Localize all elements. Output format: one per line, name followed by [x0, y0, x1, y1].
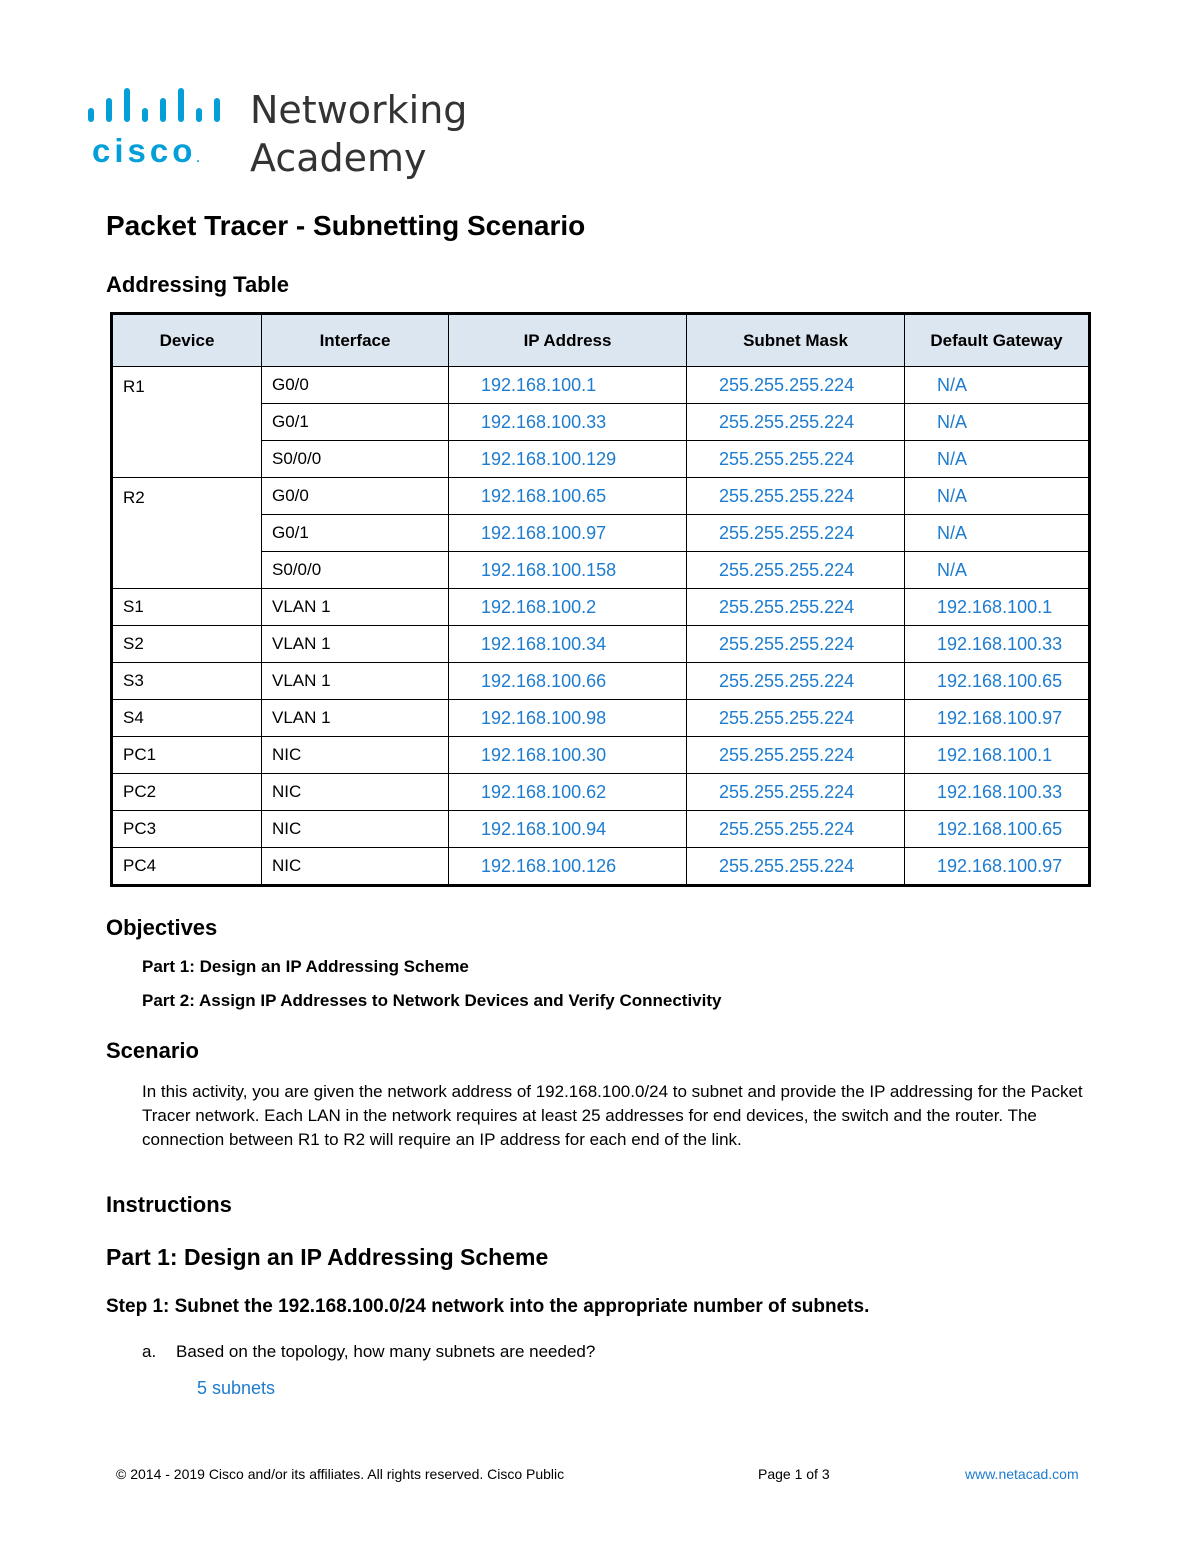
gateway-cell: 192.168.100.33	[905, 774, 1090, 811]
question-a	[142, 1342, 595, 1362]
interface-cell: G0/0	[262, 367, 449, 404]
ip-cell: 192.168.100.2	[449, 589, 687, 626]
device-cell: PC2	[112, 774, 262, 811]
interface-cell: G0/0	[262, 478, 449, 515]
interface-cell: NIC	[262, 848, 449, 886]
device-cell: R1	[112, 367, 262, 478]
gateway-cell: N/A	[905, 552, 1090, 589]
cisco-wordmark: cisco.	[92, 132, 200, 169]
table-row	[112, 589, 1090, 626]
table-row	[112, 737, 1090, 774]
table-row	[112, 478, 1090, 515]
interface-cell: NIC	[262, 737, 449, 774]
device-cell: S2	[112, 626, 262, 663]
mask-cell: 255.255.255.224	[687, 367, 905, 404]
interface-cell: G0/1	[262, 515, 449, 552]
step1-heading: Step 1: Subnet the 192.168.100.0/24 network into the appropriate number of subnets.	[106, 1296, 870, 1317]
mask-cell: 255.255.255.224	[687, 700, 905, 737]
objective-part2: Part 2: Assign IP Addresses to Network Devices and Verify Connectivity	[142, 991, 722, 1010]
cisco-networking-academy-logo	[86, 86, 486, 186]
device-cell: R2	[112, 478, 262, 589]
footer-page-number: Page 1 of 3	[758, 1466, 830, 1482]
gateway-cell: 192.168.100.97	[905, 848, 1090, 886]
gateway-cell: 192.168.100.65	[905, 663, 1090, 700]
device-cell: S1	[112, 589, 262, 626]
table-row	[112, 811, 1090, 848]
gateway-cell: N/A	[905, 441, 1090, 478]
interface-cell: VLAN 1	[262, 626, 449, 663]
ip-cell: 192.168.100.158	[449, 552, 687, 589]
gateway-cell: 192.168.100.1	[905, 737, 1090, 774]
column-header-ip-address: IP Address	[449, 314, 687, 367]
ip-cell: 192.168.100.1	[449, 367, 687, 404]
mask-cell: 255.255.255.224	[687, 663, 905, 700]
column-header-default-gateway: Default Gateway	[905, 314, 1090, 367]
addressing-table-heading: Addressing Table	[106, 272, 289, 297]
table-row	[112, 663, 1090, 700]
device-cell: S3	[112, 663, 262, 700]
ip-cell: 192.168.100.34	[449, 626, 687, 663]
device-cell: PC1	[112, 737, 262, 774]
cisco-bars-icon	[86, 86, 246, 132]
gateway-cell: 192.168.100.33	[905, 626, 1090, 663]
mask-cell: 255.255.255.224	[687, 811, 905, 848]
mask-cell: 255.255.255.224	[687, 552, 905, 589]
scenario-heading: Scenario	[106, 1038, 199, 1063]
gateway-cell: N/A	[905, 515, 1090, 552]
table-row	[112, 700, 1090, 737]
objectives-heading: Objectives	[106, 915, 218, 940]
ip-cell: 192.168.100.97	[449, 515, 687, 552]
ip-cell: 192.168.100.129	[449, 441, 687, 478]
ip-cell: 192.168.100.94	[449, 811, 687, 848]
ip-cell: 192.168.100.66	[449, 663, 687, 700]
ip-cell: 192.168.100.30	[449, 737, 687, 774]
table-row	[112, 367, 1090, 404]
table-row	[112, 848, 1090, 886]
interface-cell: VLAN 1	[262, 589, 449, 626]
device-cell: S4	[112, 700, 262, 737]
mask-cell: 255.255.255.224	[687, 774, 905, 811]
mask-cell: 255.255.255.224	[687, 441, 905, 478]
ip-cell: 192.168.100.33	[449, 404, 687, 441]
answer-text: 5 subnets	[197, 1378, 276, 1398]
instructions-heading: Instructions	[106, 1192, 232, 1217]
ip-cell: 192.168.100.98	[449, 700, 687, 737]
question-text: Based on the topology, how many subnets are needed?	[176, 1342, 596, 1361]
interface-cell: G0/1	[262, 404, 449, 441]
mask-cell: 255.255.255.224	[687, 589, 905, 626]
networking-academy-wordmark: Networking Academy	[250, 88, 468, 180]
footer-link[interactable]: www.netacad.com	[965, 1466, 1079, 1482]
interface-cell: S0/0/0	[262, 552, 449, 589]
ip-cell: 192.168.100.62	[449, 774, 687, 811]
mask-cell: 255.255.255.224	[687, 626, 905, 663]
interface-cell: NIC	[262, 774, 449, 811]
device-cell: PC3	[112, 811, 262, 848]
scenario-text: In this activity, you are given the network address of 192.168.100.0/24 to subnet and provide the IP addressing for the Packet Tracer network. Each LAN in the network requires at least 25 addresses for end devices, the switch and the router. The connection between R1 to R2 will require an IP address for each end of the link.	[142, 1082, 1083, 1149]
interface-cell: S0/0/0	[262, 441, 449, 478]
mask-cell: 255.255.255.224	[687, 478, 905, 515]
gateway-cell: 192.168.100.65	[905, 811, 1090, 848]
column-header-device: Device	[112, 314, 262, 367]
addressing-table	[110, 312, 1091, 887]
question-label: a.	[142, 1342, 157, 1361]
table-header-row	[112, 314, 1090, 367]
mask-cell: 255.255.255.224	[687, 515, 905, 552]
table-row	[112, 626, 1090, 663]
objective-part1: Part 1: Design an IP Addressing Scheme	[142, 957, 469, 976]
part1-heading: Part 1: Design an IP Addressing Scheme	[106, 1244, 549, 1270]
interface-cell: NIC	[262, 811, 449, 848]
gateway-cell: 192.168.100.1	[905, 589, 1090, 626]
ip-cell: 192.168.100.126	[449, 848, 687, 886]
column-header-interface: Interface	[262, 314, 449, 367]
gateway-cell: N/A	[905, 367, 1090, 404]
column-header-subnet-mask: Subnet Mask	[687, 314, 905, 367]
device-cell: PC4	[112, 848, 262, 886]
footer-copyright: © 2014 - 2019 Cisco and/or its affiliates. All rights reserved. Cisco Public	[116, 1466, 565, 1482]
mask-cell: 255.255.255.224	[687, 404, 905, 441]
mask-cell: 255.255.255.224	[687, 737, 905, 774]
document-title: Packet Tracer - Subnetting Scenario	[106, 210, 586, 241]
ip-cell: 192.168.100.65	[449, 478, 687, 515]
interface-cell: VLAN 1	[262, 663, 449, 700]
gateway-cell: 192.168.100.97	[905, 700, 1090, 737]
gateway-cell: N/A	[905, 478, 1090, 515]
interface-cell: VLAN 1	[262, 700, 449, 737]
table-row	[112, 774, 1090, 811]
mask-cell: 255.255.255.224	[687, 848, 905, 886]
gateway-cell: N/A	[905, 404, 1090, 441]
